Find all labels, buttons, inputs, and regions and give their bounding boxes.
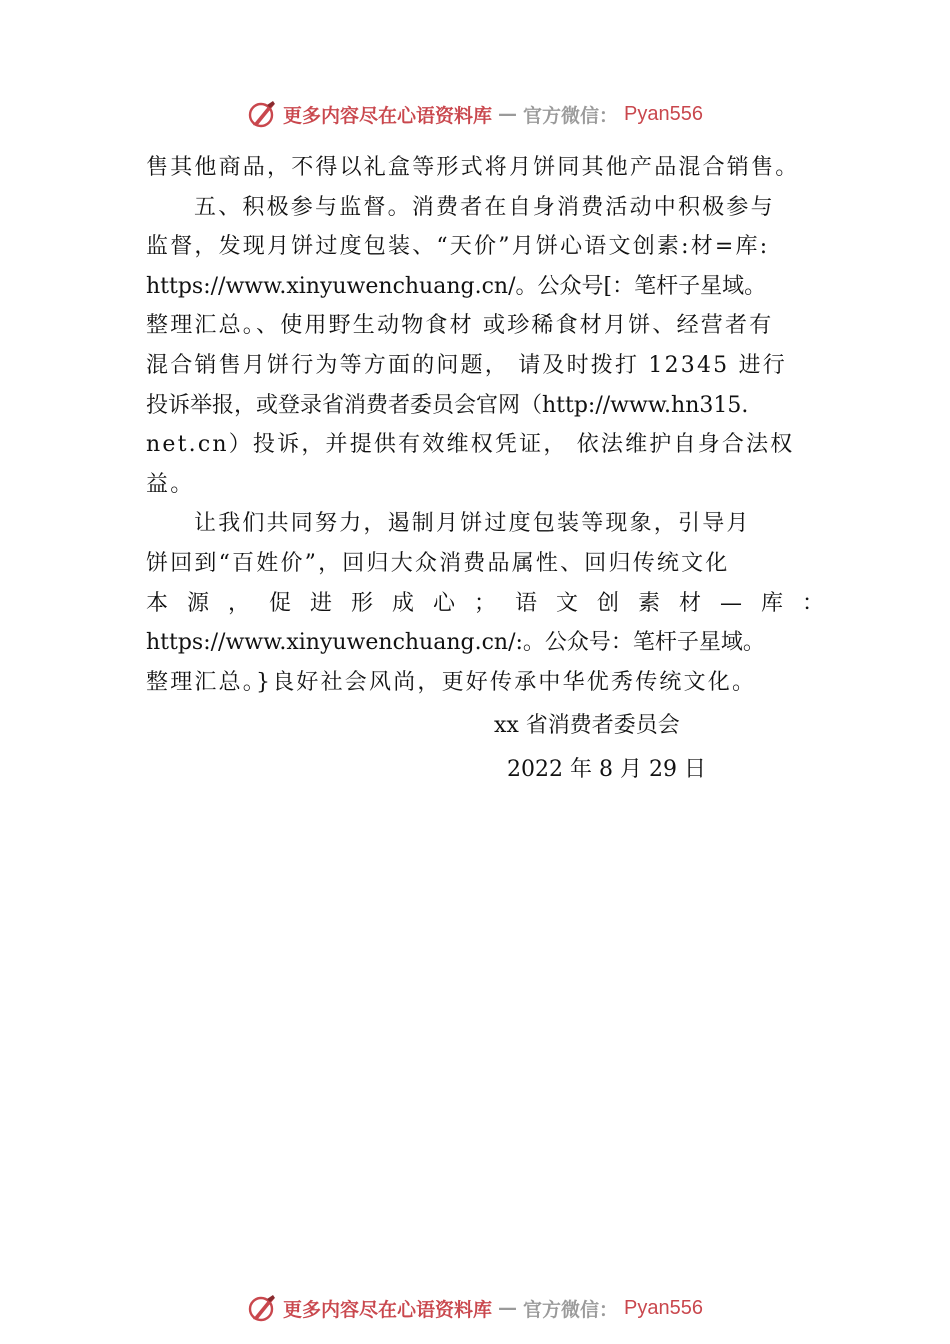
justified-char: ； [474, 590, 497, 616]
paragraph-line: 混合销售月饼行为等方面的问题， 请及时拨打 12345 进行 [146, 352, 787, 378]
justified-char: 库 [760, 590, 783, 616]
banner-wechat-label: 官方微信： [523, 104, 619, 127]
justified-char: 促 [269, 590, 292, 616]
justified-char: ： [801, 590, 824, 616]
banner-wechat-id: Pyan556 [624, 1296, 703, 1319]
paragraph-line: 投诉举报，或登录省消费者委员会官网（http://www.hn315. [146, 392, 749, 418]
justified-char: — [720, 590, 742, 616]
paragraph-line-justified [146, 584, 824, 624]
paragraph-line: 监督，发现月饼过度包装、“天价”月饼心语文创素:材=库: [146, 234, 770, 260]
banner-wechat-id: Pyan556 [624, 102, 703, 125]
quill-logo-icon [247, 1293, 277, 1323]
banner-brand: 更多内容尽在心语资料库 [283, 104, 493, 127]
signature-date: 2022 年 8 月 29 日 [507, 757, 706, 782]
document-body [146, 148, 824, 702]
paragraph-line: 五、积极参与监督。消费者在自身消费活动中积极参与 [194, 194, 775, 220]
justified-char: 文 [556, 590, 579, 616]
justified-char: 形 [351, 590, 374, 616]
banner-wechat-label: 官方微信： [523, 1298, 619, 1321]
justified-char: 材 [679, 590, 702, 616]
banner-dash: — [498, 103, 518, 125]
justified-char: 语 [515, 590, 538, 616]
paragraph-line: https://www.xinyuwenchuang.cn/:。公众号：笔杆子星域。 [146, 630, 765, 656]
justified-char: 源 [187, 590, 210, 616]
justified-char: 创 [597, 590, 620, 616]
paragraph-line: 让我们共同努力，遏制月饼过度包装等现象，引导月 [194, 511, 751, 537]
paragraph-line: 益。 [146, 471, 195, 497]
banner-brand: 更多内容尽在心语资料库 [283, 1298, 493, 1321]
paragraph-line: 售其他商品，不得以礼盒等形式将月饼同其他产品混合销售。 [146, 155, 800, 180]
justified-char: 成 [392, 590, 415, 616]
paragraph-line: net.cn）投诉，并提供有效维权凭证， 依法维护自身合法权 [146, 432, 795, 458]
justified-char: 进 [310, 590, 333, 616]
paragraph-line: https://www.xinyuwenchuang.cn/。公众号[：笔杆子星域。 [146, 273, 767, 299]
banner-dash: — [498, 1297, 518, 1319]
justified-char: 本 [146, 590, 169, 616]
paragraph-line: 整理汇总。、使用野生动物食材 或珍稀食材月饼、经营者有 [146, 313, 774, 339]
quill-logo-icon [247, 99, 277, 129]
paragraph-line: 整理汇总。}良好社会风尚，更好传承中华优秀传统文化。 [146, 669, 757, 695]
footer-watermark [0, 1288, 950, 1328]
signature-organization: xx 省消费者委员会 [494, 713, 680, 738]
justified-char: ， [228, 590, 251, 616]
paragraph-line: 饼回到“百姓价”，回归大众消费品属性、回归传统文化 [146, 550, 730, 576]
justified-char: 素 [638, 590, 661, 616]
header-watermark [0, 94, 950, 134]
justified-char: 心 [433, 590, 456, 616]
